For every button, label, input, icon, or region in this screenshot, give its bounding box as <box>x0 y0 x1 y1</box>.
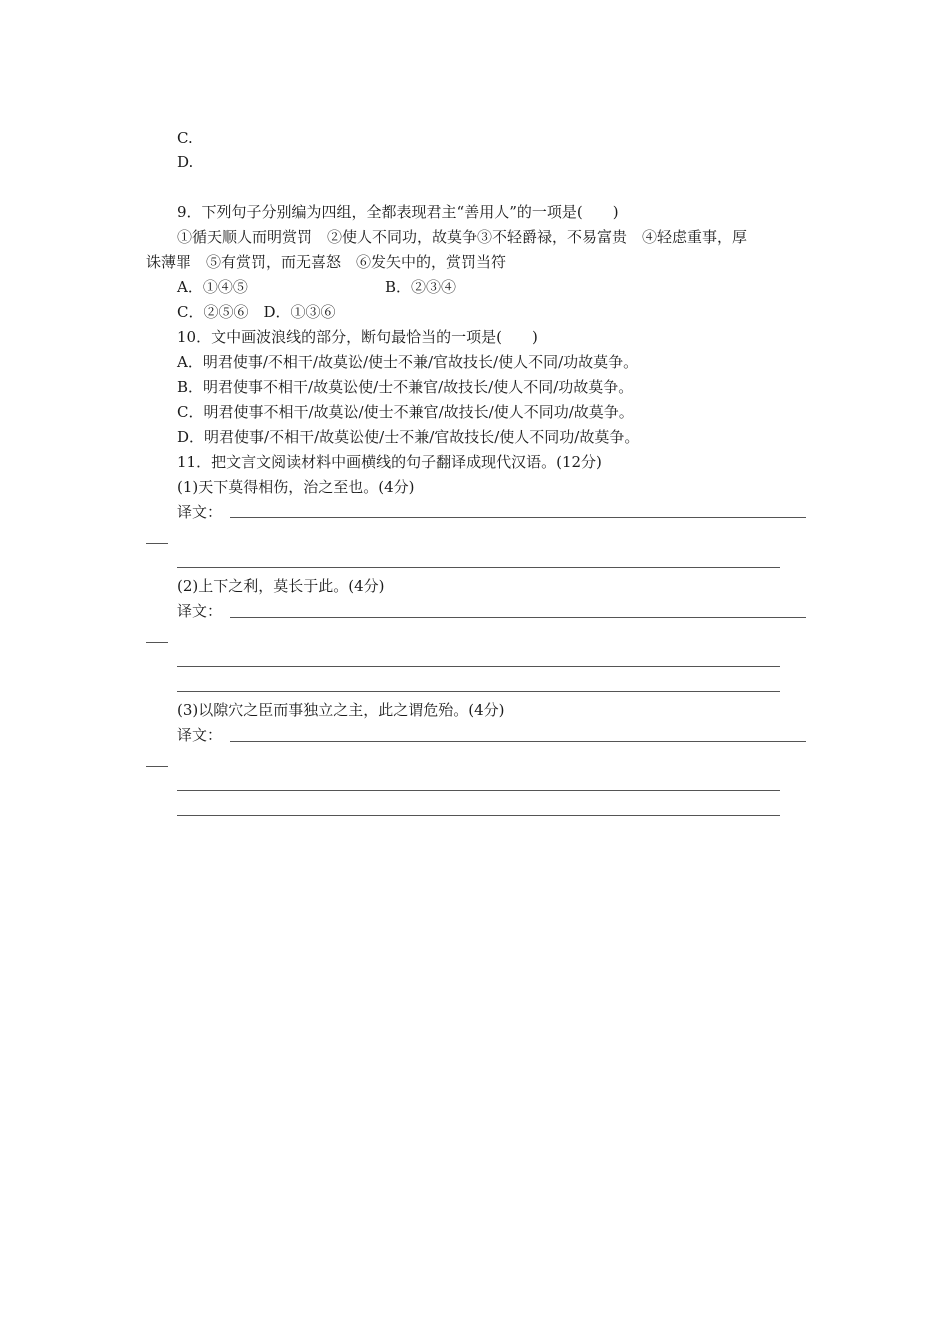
answer-line-stub <box>146 766 168 767</box>
q9-option-a: A．①④⑤ <box>177 278 248 296</box>
q11-sentence-2: (2)上下之利，莫长于此。(4分) <box>177 577 385 595</box>
q8-option-c: C. <box>177 129 193 147</box>
answer-line <box>177 691 780 692</box>
q10-option-a: A．明君使事/不相干/故莫讼/使士不兼/官故技长/使人不同/功故莫争。 <box>177 353 639 371</box>
q10-stem: 10．文中画波浪线的部分，断句最恰当的一项是( ) <box>177 328 538 346</box>
q9-items-line2: 诛薄罪 ⑤有赏罚，而无喜怒 ⑥发矢中的，赏罚当符 <box>146 253 507 271</box>
q10-option-d: D．明君使事/不相干/故莫讼使/士不兼/官故技长/使人不同功/故莫争。 <box>177 428 640 446</box>
q10-option-c: C．明君使事不相干/故莫讼/使士不兼官/故技长/使人不同功/故莫争。 <box>177 403 634 421</box>
q8-option-d: D. <box>177 153 194 171</box>
answer-line <box>177 790 780 791</box>
answer-line <box>177 567 780 568</box>
q9-items-line1: ①循天顺人而明赏罚 ②使人不同功，故莫争③不轻爵禄，不易富贵 ④轻虑重事，厚 <box>177 228 748 246</box>
answer-line <box>230 617 806 618</box>
q11-sentence-3: (3)以隙穴之臣而事独立之主，此之谓危殆。(4分) <box>177 701 505 719</box>
answer-line <box>177 815 780 816</box>
q11-answer-label-2: 译文： <box>177 602 223 620</box>
q9-stem: 9．下列句子分别编为四组，全都表现君主“善用人”的一项是( ) <box>177 203 619 221</box>
q11-sentence-1: (1)天下莫得相伤，治之至也。(4分) <box>177 478 415 496</box>
answer-line <box>177 666 780 667</box>
q10-option-b: B．明君使事不相干/故莫讼使/士不兼官/故技长/使人不同/功故莫争。 <box>177 378 634 396</box>
q11-stem: 11．把文言文阅读材料中画横线的句子翻译成现代汉语。(12分) <box>177 453 602 471</box>
answer-line-stub <box>146 642 168 643</box>
q9-options-cd: C．②⑤⑥ D．①③⑥ <box>177 303 336 321</box>
q9-option-b: B．②③④ <box>385 278 457 296</box>
answer-line <box>230 517 806 518</box>
q11-answer-label-1: 译文： <box>177 503 223 521</box>
answer-line <box>230 741 806 742</box>
q11-answer-label-3: 译文： <box>177 726 223 744</box>
answer-line-stub <box>146 543 168 544</box>
